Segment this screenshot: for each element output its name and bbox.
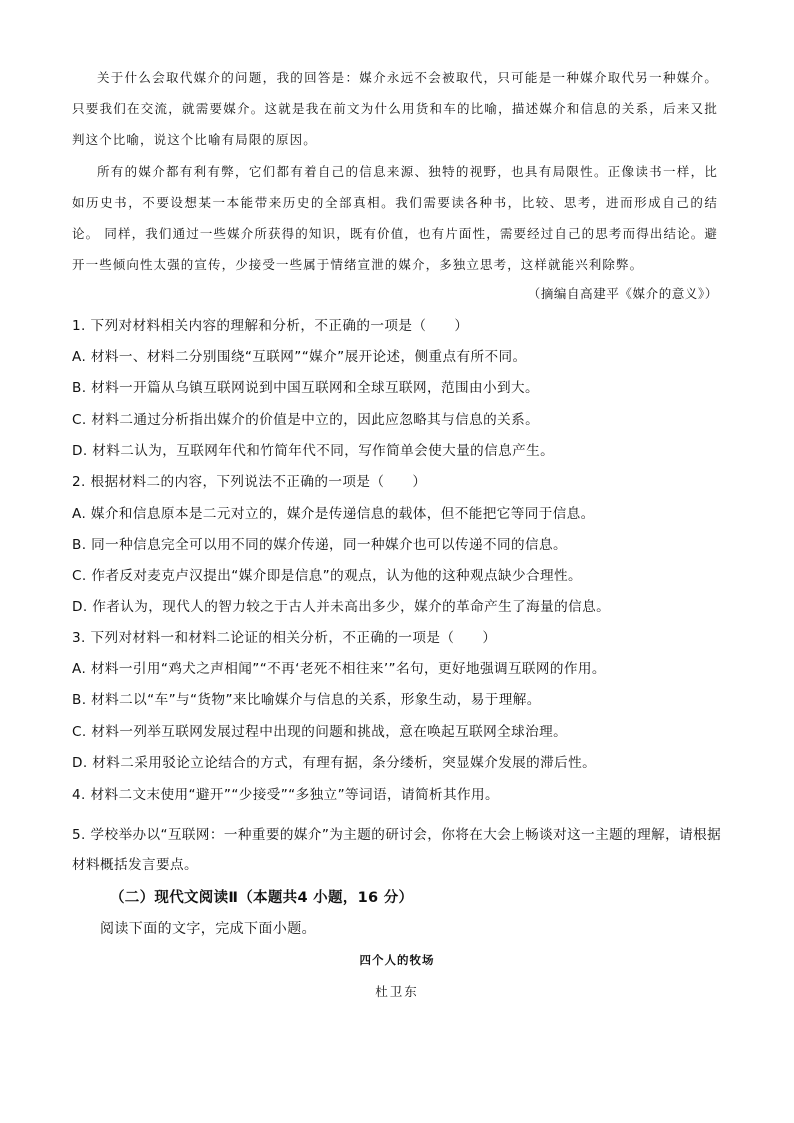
passage-paragraph-1: 关于什么会取代媒介的问题，我的回答是：媒介永远不会被取代，只可能是一种媒介取代另一种媒介。只要我们在交流，就需要媒介。这就是我在前文为什么用货和车的比喻，描述媒介和信息的关系，后来又批判这个比喻，说这个比喻有局限的原因。 (72, 70, 718, 147)
question-3-option-d: D. 材料二采用驳论立论结合的方式，有理有据，条分缕析，突显媒介发展的滞后性。 (72, 755, 597, 771)
question-2-option-a: A. 媒介和信息原本是二元对立的，媒介是传递信息的载体，但不能把它等同于信息。 (72, 506, 595, 522)
question-2-stem: 2. 根据材料二的内容，下列说法不正确的一项是（ ） (72, 474, 427, 490)
question-3-option-a: A. 材料一引用“鸡犬之声相闻”“不再‘老死不相往来’”名句，更好地强调互联网的作用。 (72, 661, 606, 677)
question-2-option-c: C. 作者反对麦克卢汉提出“媒介即是信息”的观点，认为他的这种观点缺少合理性。 (72, 568, 583, 584)
question-3-stem: 3. 下列对材料一和材料二论证的相关分析，不正确的一项是（ ） (72, 630, 497, 646)
section-2-heading: （二）现代文阅读Ⅱ（本题共4 小题，16 分） (110, 890, 414, 906)
question-1-option-c: C. 材料二通过分析指出媒介的价值是中立的，因此应忽略其与信息的关系。 (72, 412, 540, 428)
question-1-option-a: A. 材料一、材料二分别围绕“互联网”“媒介”展开论述，侧重点有所不同。 (72, 349, 527, 365)
question-2-option-b: B. 同一种信息完全可以用不同的媒介传递，同一种媒介也可以传递不同的信息。 (72, 537, 567, 553)
question-3-option-b: B. 材料二以“车”与“货物”来比喻媒介与信息的关系，形象生动，易于理解。 (72, 692, 541, 708)
question-1-option-d: D. 材料二认为，互联网年代和竹简年代不同，写作简单会使大量的信息产生。 (72, 443, 555, 459)
question-4-stem: 4. 材料二文末使用“避开”“少接受”“多独立”等词语，请简析其作用。 (72, 787, 499, 803)
question-1-stem: 1. 下列对材料相关内容的理解和分析，不正确的一项是（ ） (72, 318, 469, 334)
article-author: 杜卫东 (375, 984, 419, 999)
article-title: 四个人的牧场 (359, 953, 435, 967)
section-2-instruction: 阅读下面的文字，完成下面小题。 (100, 921, 316, 937)
question-1-option-b: B. 材料一开篇从乌镇互联网说到中国互联网和全球互联网，范围由小到大。 (72, 380, 539, 396)
passage-source: （摘编自高建平《媒介的意义》） (527, 286, 718, 301)
passage-paragraph-2: 所有的媒介都有利有弊，它们都有着自己的信息来源、独特的视野，也具有局限性。正像读书一样，比如历史书，不要设想某一本能带来历史的全部真相。我们需要读各种书，比较、思考，进而形成自己的结论。 同样，我们通过一些媒介所获得的知识，既有价值，也有片面性，需要经过自己的思考而得出结论。避开一些倾向性太强的宣传，少接受一些属于情绪宣泄的媒介，多独立思考，这样就能兴利除弊。 (72, 164, 718, 272)
question-2-option-d: D. 作者认为，现代人的智力较之于古人并未高出多少，媒介的革命产生了海量的信息。 (72, 599, 611, 615)
question-5-stem: 5. 学校举办以“互联网：一种重要的媒介”为主题的研讨会，你将在大会上畅谈对这一主题的理解，请根据材料概括发言要点。 (72, 827, 722, 873)
question-3-option-c: C. 材料一列举互联网发展过程中出现的问题和挑战，意在唤起互联网全球治理。 (72, 724, 568, 740)
